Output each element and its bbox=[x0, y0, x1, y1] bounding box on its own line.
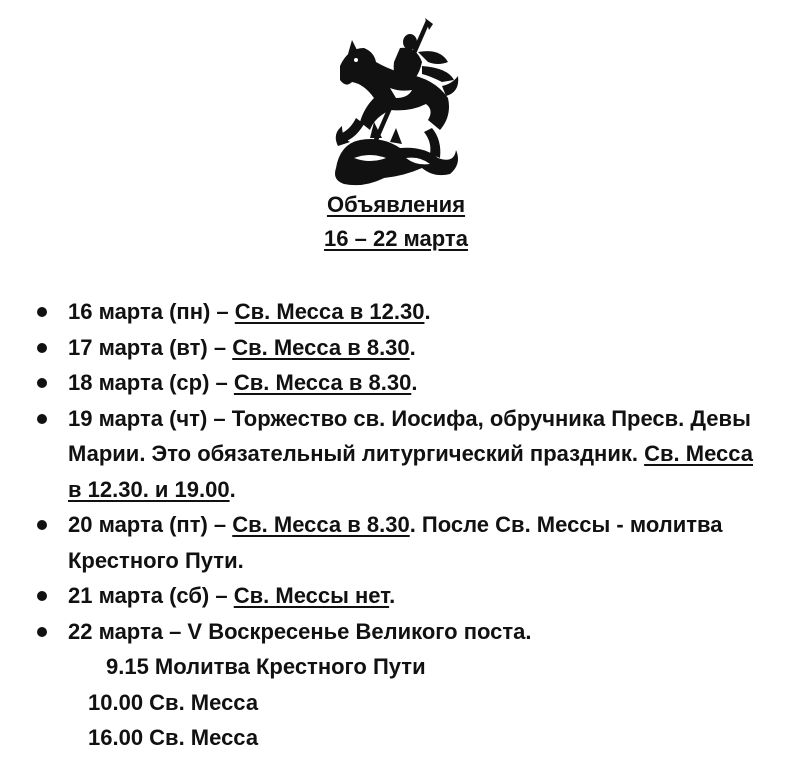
mass-time-link: Св. Месса в 12.30 bbox=[234, 299, 425, 324]
schedule-line: 10.00 Св. Месса bbox=[88, 689, 259, 715]
item-text: 19 марта (чт) – Торжество св. Иосифа, обручника Пресв. Девы Марии. Это обязательный литургический праздник. bbox=[68, 405, 751, 466]
item-text: 20 марта (пт) – bbox=[68, 512, 233, 537]
st-george-dragon-emblem bbox=[330, 18, 462, 188]
mass-time-link: Св. Месса в 8.30 bbox=[232, 512, 410, 537]
item-text: 21 марта (сб) – bbox=[68, 583, 234, 608]
date-range: 16 – 22 марта bbox=[324, 226, 468, 251]
page-title: Объявления bbox=[326, 192, 466, 217]
item-text: 18 марта (ср) – bbox=[68, 370, 234, 395]
list-item bbox=[28, 614, 768, 756]
list-item bbox=[28, 365, 768, 401]
item-suffix: . После Св. Мессы - молитва Крестного Пути. bbox=[68, 512, 723, 573]
mass-time-link: Св. Мессы нет bbox=[233, 583, 390, 608]
list-item bbox=[28, 330, 768, 366]
announcement-header bbox=[0, 188, 792, 256]
item-text: 22 марта – V Воскресенье Великого поста. bbox=[68, 618, 532, 644]
list-item bbox=[28, 578, 768, 614]
item-suffix: . bbox=[411, 370, 418, 395]
list-item bbox=[28, 507, 768, 578]
list-item bbox=[28, 294, 768, 330]
item-suffix: . bbox=[424, 299, 431, 324]
schedule-line: 16.00 Св. Месса bbox=[88, 725, 259, 750]
mass-time-link: Св. Месса в 12.30. и 19.00 bbox=[68, 441, 753, 502]
mass-time-link: Св. Месса в 8.30 bbox=[232, 334, 410, 360]
mass-time-link: Св. Месса в 8.30 bbox=[233, 370, 412, 395]
item-suffix: . bbox=[389, 583, 396, 608]
schedule-line: 9.15 Молитва Крестного Пути bbox=[106, 654, 426, 679]
item-suffix: . bbox=[409, 334, 416, 360]
schedule-list bbox=[28, 294, 768, 756]
item-text: 17 марта (вт) – bbox=[68, 334, 233, 360]
item-suffix: . bbox=[229, 476, 236, 502]
list-item bbox=[28, 401, 768, 508]
item-text: 16 марта (пн) – bbox=[68, 299, 235, 324]
